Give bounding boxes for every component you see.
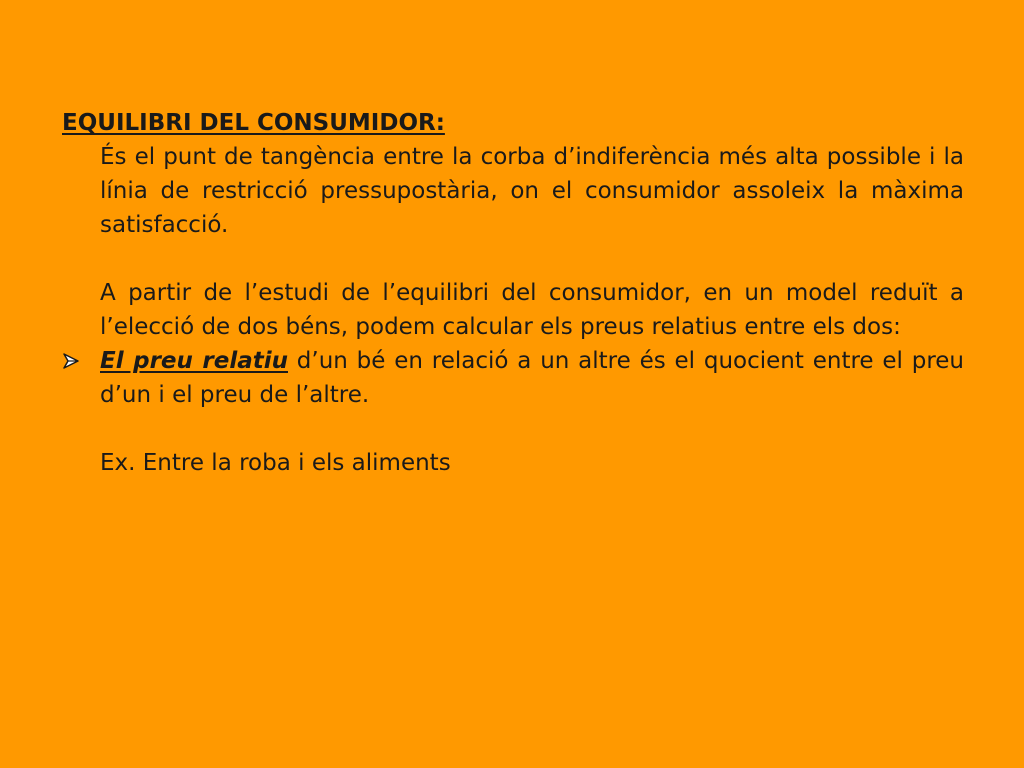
example-line: Ex. Entre la roba i els aliments: [100, 450, 451, 476]
arrow-bullet-icon: [62, 344, 100, 378]
bullet-text: [100, 344, 964, 412]
slide-heading: EQUILIBRI DEL CONSUMIDOR:: [62, 110, 445, 136]
bullet-item: [62, 344, 964, 412]
bullet-body: d’un bé en relació a un altre és el quocient entre el preu d’un i el preu de l’altre.: [100, 348, 964, 408]
intro-paragraph: A partir de l’estudi de l’equilibri del consumidor, en un model reduït a l’elecció de dos béns, podem calcular els preus relatius entre els dos:: [100, 280, 964, 340]
slide-content: [62, 106, 964, 480]
relative-price-term: El preu relatiu: [100, 348, 288, 374]
definition-paragraph: És el punt de tangència entre la corba d’indiferència més alta possible i la línia de restricció pressupostària, on el consumidor assoleix la màxima satisfacció.: [100, 144, 964, 238]
